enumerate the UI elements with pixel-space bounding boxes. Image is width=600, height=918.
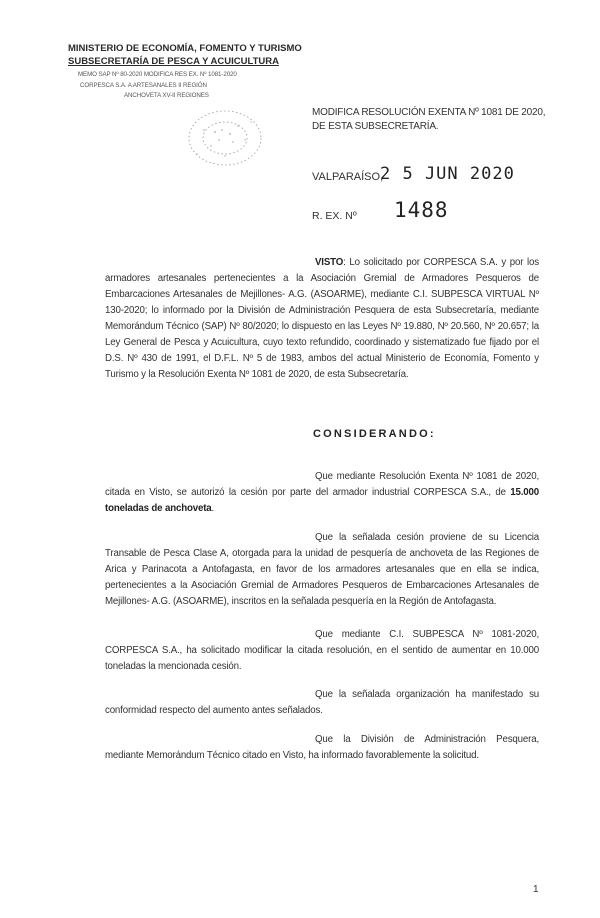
- resolution-number-label: R. EX. Nº: [312, 210, 357, 222]
- considerando-heading: CONSIDERANDO:: [313, 428, 436, 440]
- considerando-paragraph-5: Que la División de Administración Pesquera, mediante Memorándum Técnico citado en Visto, ha informado favorablemente la solicitud.: [105, 734, 539, 761]
- considerando-paragraph-4: Que la señalada organización ha manifestado su conformidad respecto del aumento antes señalados.: [105, 689, 539, 716]
- ref-line: CORPESCA S.A. A ARTESANALES II REGIÓN: [80, 81, 207, 89]
- ministry-name: MINISTERIO DE ECONOMÍA, FOMENTO Y TURISMO: [68, 43, 302, 54]
- visto-text: : Lo solicitado por CORPESCA S.A. y por los armadores artesanales pertenecientes a la Asociación Gremial de Armadores Pesqueros de Embarcaciones Artesanales de Mejillones- A.G. (ASOARME), mediante C.I. SUBPESCA VIRTUAL Nº 130-2020; lo informado por la División de Administración Pesquera de esta Subsecretaría, mediante Memorándum Técnico (SAP) Nº 80/2020; lo dispuesto en las Leyes Nº 19.880, Nº 20.560, Nº 20.657; la Ley General de Pesca y Acuicultura, cuyo texto refundido, coordinado y sistematizado fue fijado por el D.S. Nº 430 de 1991, el D.F.L. Nº 5 de 1983, ambos del actual Ministerio de Economía, Fomento y Turismo y la Resolución Exenta Nº 1081 de 2020, de esta Subsecretaría.: [105, 257, 539, 380]
- paragraph-bold-text: 15.000 toneladas de anchoveta: [105, 487, 539, 514]
- letterhead: [68, 42, 302, 68]
- paragraph-end: .: [211, 503, 215, 514]
- official-seal: [175, 100, 275, 180]
- resolution-number: 1488: [394, 198, 449, 222]
- date-stamp: 2 5 JUN 2020: [380, 164, 515, 184]
- reference-block: [78, 70, 237, 102]
- subsecretaria-name: SUBSECRETARÍA DE PESCA Y ACUICULTURA: [68, 56, 279, 67]
- resolution-subject: MODIFICA RESOLUCIÓN EXENTA Nº 1081 DE 2020, DE ESTA SUBSECRETARÍA.: [312, 107, 546, 132]
- place-label: VALPARAÍSO,: [312, 171, 384, 183]
- considerando-paragraph-3: Que mediante C.I. SUBPESCA Nº 1081-2020, CORPESCA S.A., ha solicitado modificar la citada resolución, en el sentido de aumentar en 10.000 toneladas la mencionada cesión.: [105, 629, 539, 672]
- considerando-paragraph-2: Que la señalada cesión proviene de su Licencia Transable de Pesca Clase A, otorgada para la unidad de pesquería de anchoveta de las Regiones de Arica y Parinacota a Antofagasta, en favor de los armadores artesanales que en ella se indica, pertenecientes a la Asociación Gremial de Armadores Pesqueros de Embarcaciones Artesanales de Mejillones- A.G. (ASOARME), inscritos en la señalada pesquería en la Región de Antofagasta.: [105, 532, 539, 607]
- considerando-paragraph-1: [105, 469, 539, 517]
- page-number: 1: [533, 884, 539, 895]
- visto-paragraph: [105, 255, 539, 383]
- visto-label: VISTO: [315, 257, 344, 268]
- ref-line: ANCHOVETA XV-II REGIONES: [124, 92, 209, 99]
- paragraph-text: Que mediante Resolución Exenta Nº 1081 de 2020, citada en Visto, se autorizó la cesión por parte del armador industrial CORPESCA S.A., de: [105, 471, 539, 498]
- ref-line: MEMO SAP Nº 80-2020 MODIFICA RES EX. Nº 1081-2020: [78, 71, 237, 78]
